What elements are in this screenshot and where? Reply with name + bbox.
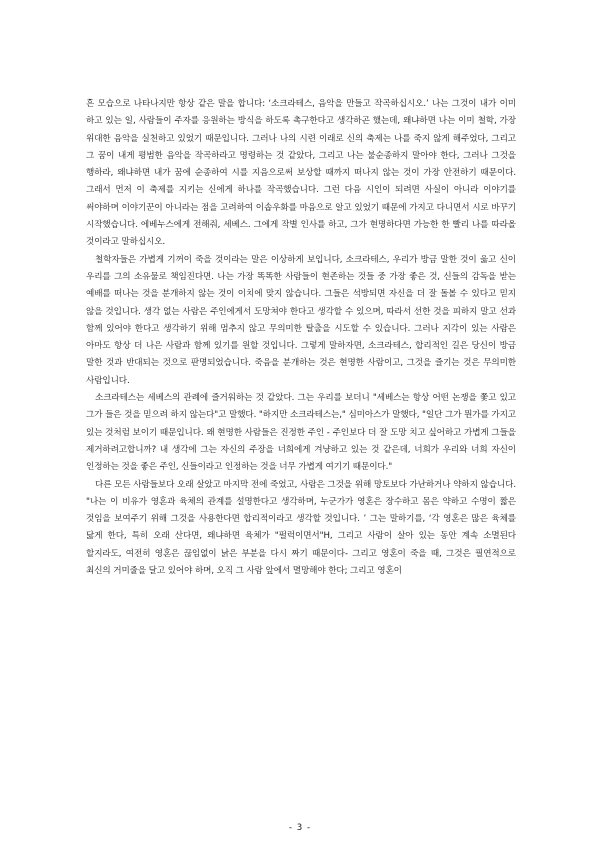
page-number: - 3 - <box>288 823 312 833</box>
paragraph-1: 흔 모습으로 나타나지만 항상 같은 말을 합니다: ‘소크라테스, 음악을 만들고 작곡하십시오.’ 나는 그것이 내가 이미 하고 있는 일, 사람들이 주자를 응원하는 방식을 하도록 촉구한다고 생각하곤 했는데, 왜냐하면 나는 이미 철학, 가장 위대한 음악을 실천하고 있었기 때문입니다. 그러나 나의 시련 이래로 신의 축제는 나를 죽지 않게 해주었다, 그리고 그 꿈이 내게 평범한 음악을 작곡하라고 명령하는 것 같았다, 그리고 나는 불순종하지 말아야 한다, 그러나 그것을 행하라, 왜냐하면 내가 꿈에 순종하여 시를 지음으로써 보상할 때까지 떠나지 않는 것이 가장 안전하기 때문이다. 그래서 먼저 이 축제를 지키는 신에게 하나를 작곡했습니다. 그런 다음 시인이 되려면 사실이 아니라 이야기를 써야하며 이야기꾼이 아니라는 점을 고려하여 이솝우화를 마음으로 알고 있었기 때문에 가지고 다니면서 시로 바꾸기 시작했습니다. 에베누스에게 전해줘, 세베스. 그에게 작별 인사를 하고, 그가 현명하다면 가능한 한 빨리 나를 따라올 것이라고 말하십시오. <box>86 99 516 248</box>
body-text <box>86 96 516 580</box>
paragraph-4: 다른 모든 사람들보다 오래 살았고 마지막 전에 죽었고, 사람은 그것을 위해 망토보다 가난하거나 약하지 않습니다. "나는 이 비유가 영혼과 육체의 관계를 설명한다고 생각하며, 누군가가 영혼은 장수하고 몸은 약하고 수명이 짧은 것임을 보여주기 위해 그것을 사용한다면 합리적이라고 생각할 것입니다. ’ 그는 말하기를, ‘각 영혼은 많은 육체를 닳게 한다, 특히 오래 산다면, 왜냐하면 육체가 "펄럭이면서"H, 그리고 사람이 살아 있는 동안 계속 소멸된다 할지라도, 여전히 영혼은 끊임없이 낡은 부분을 다시 짜기 때문이다- 그리고 영혼이 죽을 때, 그것은 필연적으로 최신의 거미줄을 달고 있어야 하며, 오직 그 사람 앞에서 멸망해야 한다; 그리고 영혼이 <box>86 479 516 577</box>
paragraph-2: 철학자들은 가볍게 기꺼이 죽을 것이라는 말은 이상하게 보입니다, 소크라테스, 우리가 방금 말한 것이 옳고 신이 우리를 그의 소유물로 책임진다면. 나는 가장 똑똑한 사람들이 현존하는 것들 중 가장 좋은 것, 신들의 감독을 받는 예배를 떠나는 것을 분개하지 않는 것이 이치에 맞지 않습니다. 그들은 석방되면 자신을 더 잘 돌볼 수 있다고 믿지 않을 것입니다. 생각 없는 사람은 주인에게서 도망쳐야 한다고 생각할 수 있으며, 따라서 선한 것을 피하지 말고 선과 함께 있어야 한다고 생각하기 위해 멈추지 않고 무의미한 탈출을 시도할 수 있습니다. 그러나 지각이 있는 사람은 아마도 항상 더 나은 사람과 함께 있기를 원할 것입니다. 그렇게 말하자면, 소크라테스, 합리적인 길은 당신이 방금 말한 것과 반대되는 것으로 판명되었습니다. 죽음을 분개하는 것은 현명한 사람이고, 그것을 즐기는 것은 무의미한 사람입니다. <box>86 254 516 386</box>
paragraph-3: 소크라테스는 세베스의 관례에 즐거워하는 것 같았다. 그는 우리를 보더니 "세베스는 항상 어떤 논쟁을 쫓고 있고 그가 들은 것을 믿으려 하지 않는다"고 말했다. "하지만 소크라테스는," 심미아스가 말했다, "일단 그가 뭔가를 가지고 있는 것처럼 보이기 때문입니다. 왜 현명한 사람들은 진정한 주인 - 주인보다 더 잘 도망 치고 싶어하고 가볍게 그들을 제거하려고합니까? 내 생각에 그는 자신의 주장을 너희에게 겨냥하고 있는 것 같은데, 너희가 우리와 너희 자신이 인정하는 것을 좋은 주인, 신들이라고 인정하는 것을 너무 가볍게 여기기 때문이다." <box>86 393 516 473</box>
